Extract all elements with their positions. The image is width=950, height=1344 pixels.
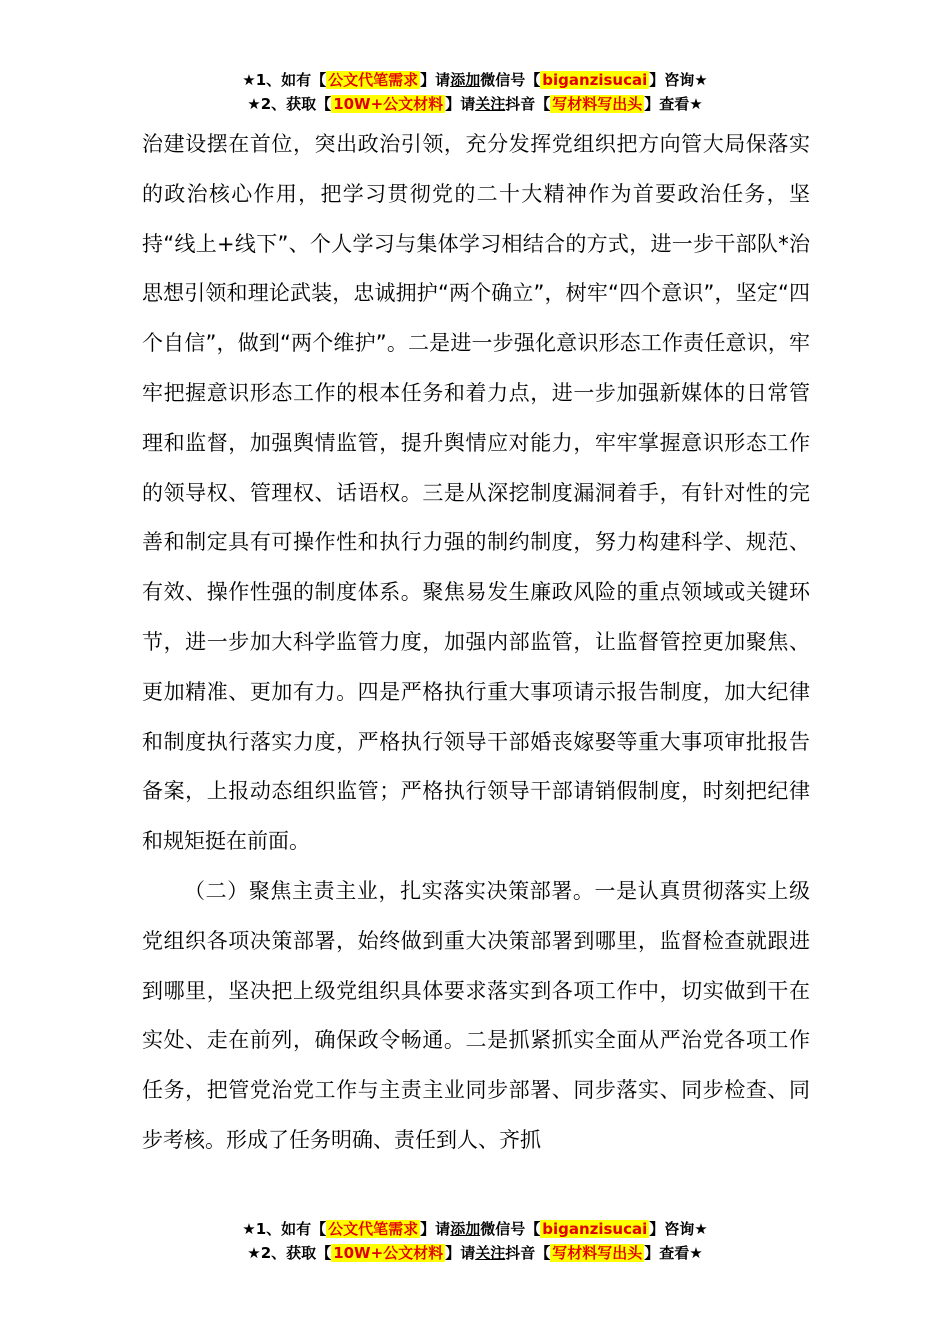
banner-text: ★2、获取【 <box>247 1244 332 1262</box>
body-paragraph: 治建设摆在首位，突出政治引领，充分发挥党组织把方向管大局保落实的政治核心作用，把学习贯彻党的二十大精神作为首要政治任务，坚持“线上+线下”、个人学习与集体学习相结合的方式，进一步干部队*治思想引领和理论武装，忠诚拥护“两个确立”，树牢“四个意识”，坚定“四个自信”，做到“两个维护”。二是进一步强化意识形态工作责任意识，牢牢把握意识形态工作的根本任务和着力点，进一步加强新媒体的日常管理和监督，加强舆情监管，提升舆情应对能力，牢牢掌握意识形态工作的领导权、管理权、话语权。三是从深挖制度漏洞着手，有针对性的完善和制定具有可操作性和执行力强的制约制度，努力构建科学、规范、有效、操作性强的制度体系。聚焦易发生廉政风险的重点领域或关键环节，进一步加大科学监管力度，加强内部监管，让监督管控更加聚焦、更加精准、更加有力。四是严格执行重大事项请示报告制度，加大纪律和制度执行落实力度，严格执行领导干部婚丧嫁娶等重大事项审批报告备案，上报动态组织监管；严格执行领导干部请销假制度，时刻把纪律和规矩挺在前面。 <box>142 132 810 854</box>
banner-line-1 <box>0 1217 950 1241</box>
banner-line-2 <box>0 1241 950 1265</box>
banner-highlight: biganzisucai <box>542 1220 648 1238</box>
banner-text: 微信号【 <box>480 71 541 89</box>
body-paragraph: （二）聚焦主责主业，扎实落实决策部署。一是认真贯彻落实上级党组织各项决策部署，始终做到重大决策部署到哪里，监督检查就跟进到哪里，坚决把上级党组织具体要求落实到各项工作中，切实做到干在实处、走在前列，确保政令畅通。二是抓紧抓实全面从严治党各项工作任务，把管党治党工作与主责主业同步部署、同步落实、同步检查、同步考核。形成了任务明确、责任到人、齐抓 <box>142 878 810 1152</box>
banner-highlight: 公文代笔需求 <box>328 71 419 89</box>
banner-text: 】请 <box>420 1220 451 1238</box>
banner-line-2 <box>0 92 950 116</box>
banner-underlined: 关注 <box>475 95 506 113</box>
banner-highlight: 写材料写出头 <box>552 95 643 113</box>
banner-highlight: 写材料写出头 <box>552 1244 643 1262</box>
banner-highlight: 10W+公文材料 <box>333 95 444 113</box>
banner-text: ★1、如有【 <box>242 71 327 89</box>
banner-text: 】咨询★ <box>649 1220 708 1238</box>
banner-highlight: biganzisucai <box>542 71 648 89</box>
banner-text: 】请 <box>445 1244 476 1262</box>
footer-banner <box>0 1217 950 1265</box>
banner-text: ★1、如有【 <box>242 1220 327 1238</box>
banner-underlined: 关注 <box>475 1244 506 1262</box>
banner-text: ★2、获取【 <box>247 95 332 113</box>
banner-text: 】请 <box>420 71 451 89</box>
banner-text: 】查看★ <box>644 1244 703 1262</box>
banner-underlined: 添加 <box>450 1220 481 1238</box>
banner-text: 】请 <box>445 95 476 113</box>
banner-highlight: 10W+公文材料 <box>333 1244 444 1262</box>
banner-text: 抖音【 <box>505 95 551 113</box>
banner-highlight: 公文代笔需求 <box>328 1220 419 1238</box>
banner-text: 】咨询★ <box>649 71 708 89</box>
banner-text: 】查看★ <box>644 95 703 113</box>
banner-text: 抖音【 <box>505 1244 551 1262</box>
banner-text: 微信号【 <box>480 1220 541 1238</box>
document-body <box>142 120 810 1166</box>
banner-underlined: 添加 <box>450 71 481 89</box>
header-banner <box>0 68 950 116</box>
banner-line-1 <box>0 68 950 92</box>
